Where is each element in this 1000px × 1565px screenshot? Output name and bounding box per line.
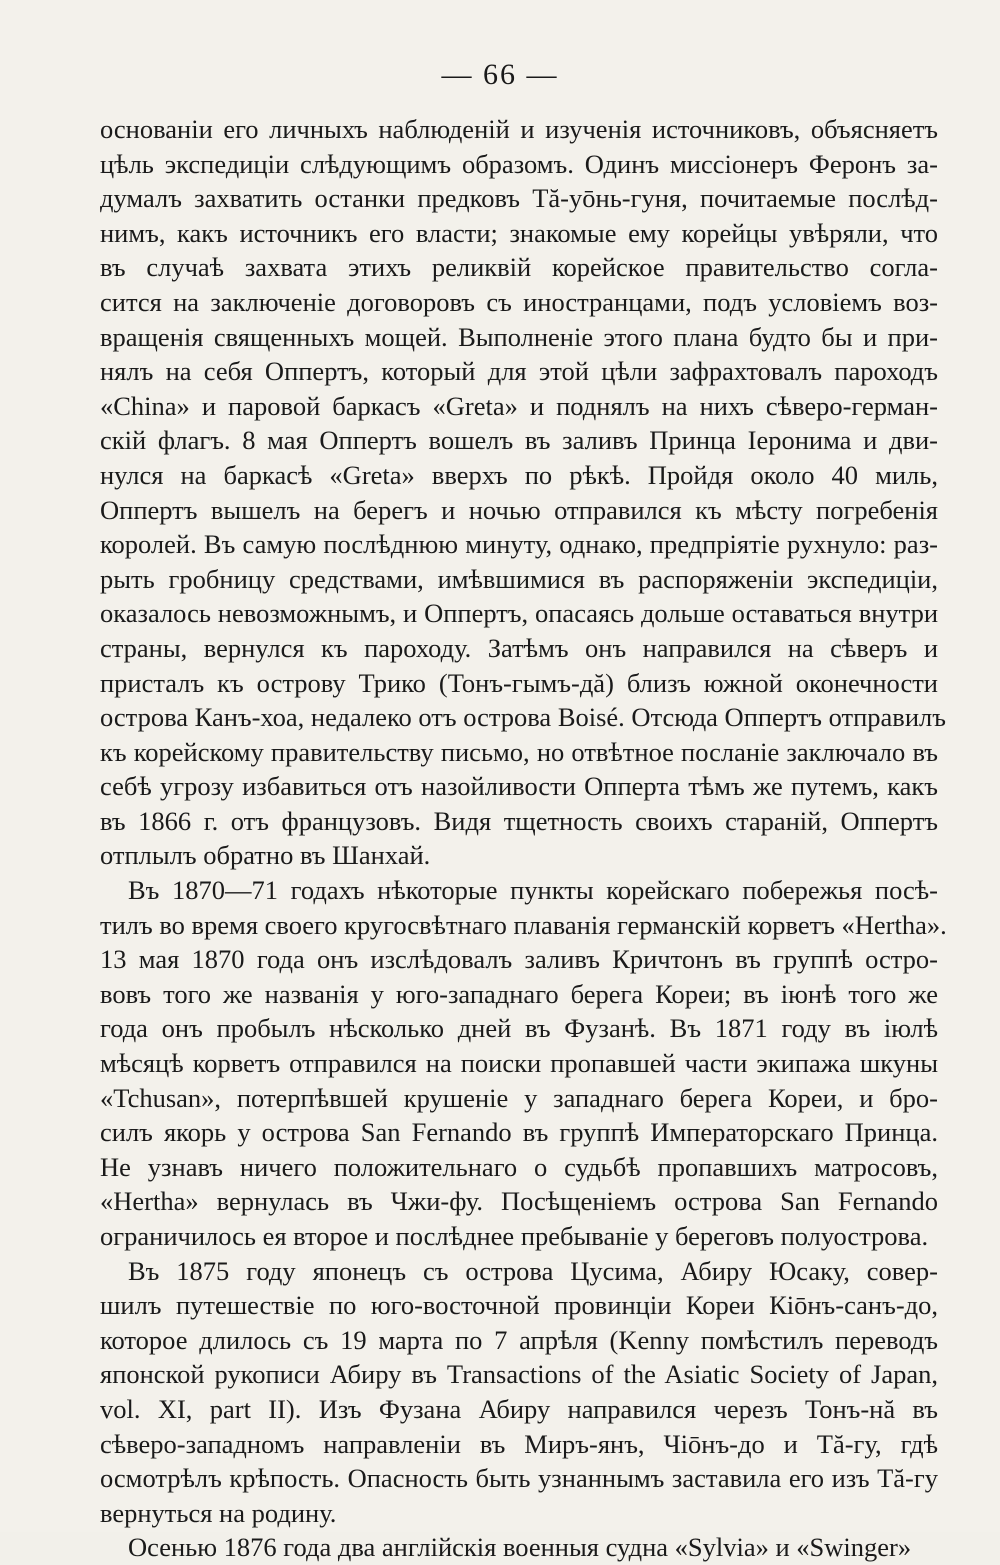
paragraph	[100, 873, 947, 1254]
text-line: цѣль экспедиціи слѣдующимъ образомъ. Одинъ миссіонеръ Феронъ за-	[100, 148, 938, 179]
text-line: шилъ путешествіе по юго-восточной провинціи Кореи Кіōнъ-санъ-до,	[100, 1290, 938, 1321]
text-line: вращенія священныхъ мощей. Выполненіе этого плана будто бы и при-	[100, 321, 938, 352]
text-line: вовъ того же названія у юго-западнаго берега Кореи; въ іюнѣ того же	[100, 978, 938, 1009]
page-number: — 66 —	[441, 58, 559, 91]
text-line: японской рукописи Абиру въ Transactions of the Asiatic Society of Japan,	[100, 1359, 938, 1390]
paragraph	[100, 112, 946, 873]
text-line: думалъ захватить останки предковъ Тă-уōнь-гуня, почитаемые послѣд-	[100, 183, 938, 214]
text-line: скій флагъ. 8 мая Оппертъ вошелъ въ заливъ Принца Іеронима и дви-	[100, 425, 938, 456]
text-line: нулся на баркасѣ «Greta» вверхъ по рѣкѣ. Пройдя около 40 миль,	[100, 459, 938, 490]
text-line: «Tchusan», потерпѣвшей крушеніе у западнаго берега Кореи, и бро-	[100, 1082, 938, 1113]
paragraph	[100, 1254, 938, 1531]
text-line: Въ 1875 году японецъ съ острова Цусима, Абиру Юсаку, совер-	[128, 1255, 938, 1286]
text-line: страны, вернулся къ пароходу. Затѣмъ онъ направился на сѣверъ и	[100, 632, 938, 663]
text-line: себѣ угрозу избавиться отъ назойливости Опперта тѣмъ же путемъ, какъ	[100, 771, 938, 802]
text-line: рыть гробницу средствами, имѣвшимися въ распоряженіи экспедиціи,	[100, 563, 938, 594]
text-line: Оппертъ вышелъ на берегъ и ночью отправился къ мѣсту погребенія	[100, 494, 938, 525]
text-line: осмотрѣлъ крѣпость. Опасность быть узнаннымъ заставила его изъ Тă-гу	[100, 1463, 938, 1494]
text-line: мѣсяцѣ корветъ отправился на поиски пропавшей части экипажа шкуны	[100, 1048, 938, 1079]
text-line: Въ 1870—71 годахъ нѣкоторые пункты корейскаго побережья посѣ-	[128, 875, 938, 906]
text-line: vol. XI, part II). Изъ Фузана Абиру направился черезъ Тонъ-нă въ	[100, 1393, 938, 1424]
text-line: острова Канъ-хоа, недалеко отъ острова Boisé. Отсюда Оппертъ отправилъ	[100, 702, 946, 733]
text-line: «China» и паровой баркасъ «Greta» и поднялъ на нихъ сѣверо-герман-	[100, 390, 938, 421]
text-line: въ случаѣ захвата этихъ реликвій корейское правительство согла-	[100, 252, 938, 283]
text-line: которое длилось съ 19 марта по 7 апрѣля (Kenny помѣстилъ переводъ	[100, 1324, 938, 1355]
text-line: сится на заключеніе договоровъ съ иностранцами, подъ условіемъ воз-	[100, 286, 938, 317]
text-line: Осенью 1876 года два англійскія военныя судна «Sylvia» и «Swinger»	[128, 1532, 912, 1563]
text-line: въ 1866 г. отъ французовъ. Видя тщетность своихъ стараній, Оппертъ	[100, 805, 938, 836]
text-line: силъ якорь у острова San Fernando въ группѣ Императорскаго Принца.	[100, 1117, 938, 1148]
text-line: присталъ къ острову Трико (Тонъ-гымъ-дă) близъ южной оконечности	[100, 667, 938, 698]
paragraph	[100, 1530, 938, 1565]
text-line: ограничилось ея второе и послѣднее пребываніе у береговъ полуострова.	[100, 1221, 929, 1251]
text-line: оказалось невозможнымъ, и Оппертъ, опасаясь дольше оставаться внутри	[100, 598, 938, 629]
text-line: къ корейскому правительству письмо, но отвѣтное посланіе заключало въ	[100, 736, 938, 767]
text-line: нялъ на себя Оппертъ, который для этой цѣли зафрахтовалъ пароходъ	[100, 356, 938, 387]
text-line: Не узнавъ ничего положительнаго о судьбѣ пропавшихъ матросовъ,	[100, 1151, 938, 1182]
text-line: тилъ во время своего кругосвѣтнаго плаванія германскій корветъ «Hertha».	[100, 909, 947, 940]
text-line: вернуться на родину.	[100, 1497, 337, 1528]
text-line: королей. Въ самую послѣднюю минуту, однако, предпріятіе рухнуло: раз-	[100, 529, 938, 560]
text-line: сѣверо-западномъ направленіи въ Миръ-янъ, Чіōнъ-до и Тă-гу, гдѣ	[100, 1428, 938, 1459]
page-text	[100, 112, 947, 1565]
text-line: нимъ, какъ источникъ его власти; знакомые ему корейцы увѣряли, что	[100, 217, 938, 248]
text-line: «Hertha» вернулась въ Чжи-фу. Посѣщеніемъ острова San Fernando	[100, 1186, 938, 1217]
text-line: основаніи его личныхъ наблюденій и изученія источниковъ, объясняетъ	[100, 114, 938, 144]
text-line: 13 мая 1870 года онъ изслѣдовалъ заливъ Кричтонъ въ группѣ остро-	[100, 944, 938, 975]
text-line: отплылъ обратно въ Шанхай.	[100, 840, 431, 871]
text-line: года онъ пробылъ нѣсколько дней въ Фузанѣ. Въ 1871 году въ іюлѣ	[100, 1013, 938, 1044]
